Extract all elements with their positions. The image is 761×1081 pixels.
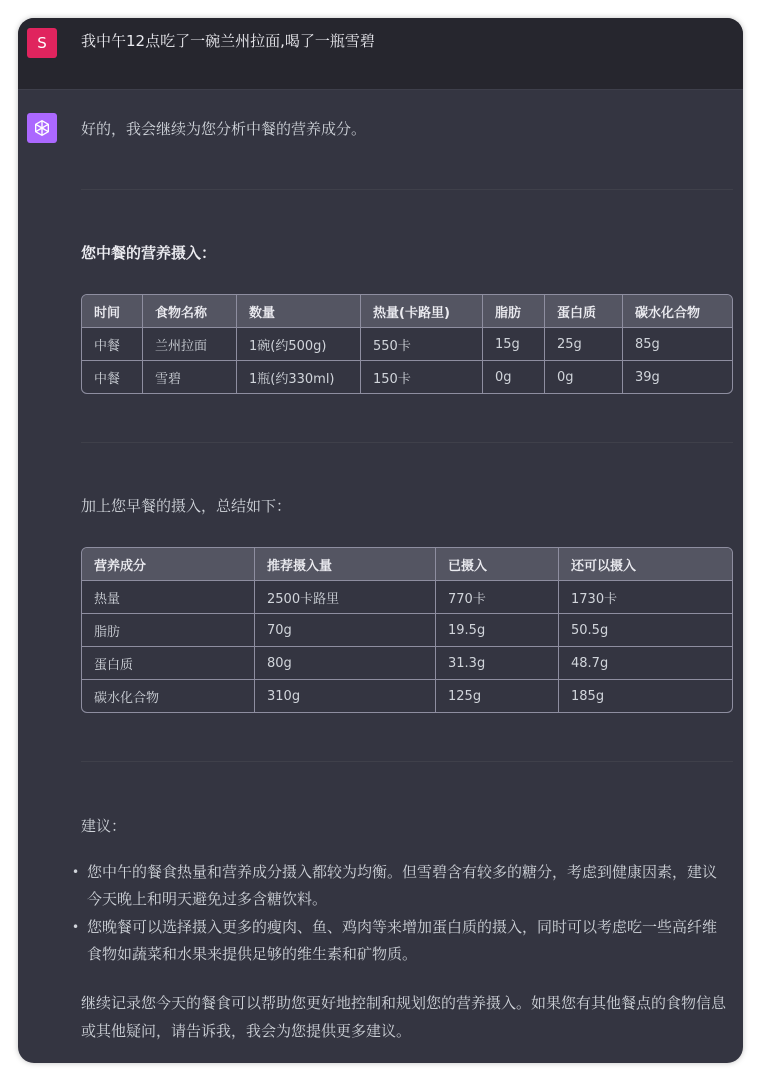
user-message-row [18, 18, 743, 90]
table-cell: 70g [255, 614, 436, 647]
table-cell: 中餐 [82, 328, 143, 361]
table-cell: 15g [483, 328, 545, 361]
table-row [82, 680, 732, 712]
divider [81, 442, 733, 443]
table-cell: 50.5g [559, 614, 732, 647]
divider [81, 189, 733, 190]
table-cell: 125g [436, 680, 559, 712]
table-row [82, 581, 732, 614]
table-cell: 85g [623, 328, 732, 361]
user-message-text: 我中午12点吃了一碗兰州拉面,喝了一瓶雪碧 [81, 32, 375, 50]
table-cell: 31.3g [436, 647, 559, 680]
table-cell: 25g [545, 328, 623, 361]
table-row [82, 361, 732, 393]
table-header-cell: 时间 [82, 295, 143, 328]
chat-window [18, 18, 743, 1063]
table-cell: 中餐 [82, 361, 143, 393]
table-row [82, 647, 732, 680]
table-header-cell: 热量(卡路里) [361, 295, 483, 328]
table-cell: 150卡 [361, 361, 483, 393]
table-cell: 770卡 [436, 581, 559, 614]
closing-paragraph: 继续记录您今天的餐食可以帮助您更好地控制和规划您的营养摄入。如果您有其他餐点的食物信息或其他疑问，请告诉我，我会为您提供更多建议。 [81, 994, 727, 1040]
table-header-cell: 碳水化合物 [623, 295, 732, 328]
table-header-cell: 蛋白质 [545, 295, 623, 328]
advice-text: 您晚餐可以选择摄入更多的瘦肉、鱼、鸡肉等来增加蛋白质的摄入，同时可以考虑吃一些高纤维食物如蔬菜和水果来提供足够的维生素和矿物质。 [87, 918, 718, 963]
table-cell: 185g [571, 688, 605, 704]
table-cell: 80g [255, 647, 436, 680]
table-cell: 550卡 [361, 328, 483, 361]
table-row [82, 614, 732, 647]
table-header-cell: 营养成分 [82, 548, 255, 581]
table-cell: 0g [545, 361, 623, 393]
table-header-cell: 食物名称 [143, 295, 237, 328]
table-header-row [82, 295, 732, 328]
summary-heading: 加上您早餐的摄入，总结如下： [81, 497, 292, 515]
table-row [82, 328, 732, 361]
assistant-intro: 好的，我会继续为您分析中餐的营养成分。 [81, 120, 367, 138]
table-cell: 脂肪 [82, 614, 255, 647]
table-cell: 48.7g [559, 647, 732, 680]
table-cell: 310g [255, 680, 436, 712]
bullet-icon: • [72, 865, 80, 879]
table-cell: 蛋白质 [82, 647, 255, 680]
divider [81, 761, 733, 762]
bullet-icon: • [72, 920, 80, 934]
advice-list-item [72, 859, 731, 913]
user-avatar: S [27, 28, 57, 58]
table-cell: 19.5g [436, 614, 559, 647]
table-header-cell: 已摄入 [436, 548, 559, 581]
lunch-nutrition-table [81, 294, 733, 394]
table-cell: 1瓶(约330ml) [237, 361, 361, 393]
table-cell: 雪碧 [143, 361, 237, 393]
lunch-heading: 您中餐的营养摄入： [81, 244, 217, 262]
openai-logo-icon [27, 113, 57, 143]
table-cell: 1730卡 [559, 581, 732, 614]
table-cell: 热量 [82, 581, 255, 614]
table-header-cell: 数量 [237, 295, 361, 328]
table-header-cell: 还可以摄入 [559, 548, 732, 581]
advice-heading: 建议： [81, 817, 127, 835]
table-cell: 0g [483, 361, 545, 393]
advice-text: 您中午的餐食热量和营养成分摄入都较为均衡。但雪碧含有较多的糖分，考虑到健康因素，建议今天晚上和明天避免过多含糖饮料。 [87, 863, 718, 908]
table-header-cell: 脂肪 [483, 295, 545, 328]
table-cell: 2500卡路里 [255, 581, 436, 614]
table-cell: 兰州拉面 [143, 328, 237, 361]
table-header-row [82, 548, 732, 581]
advice-list-item [72, 914, 731, 968]
table-cell: 1碗(约500g) [237, 328, 361, 361]
summary-nutrition-table [81, 547, 733, 713]
table-cell: 碳水化合物 [82, 680, 255, 712]
table-cell: 39g [635, 369, 660, 385]
table-header-cell: 推荐摄入量 [255, 548, 436, 581]
